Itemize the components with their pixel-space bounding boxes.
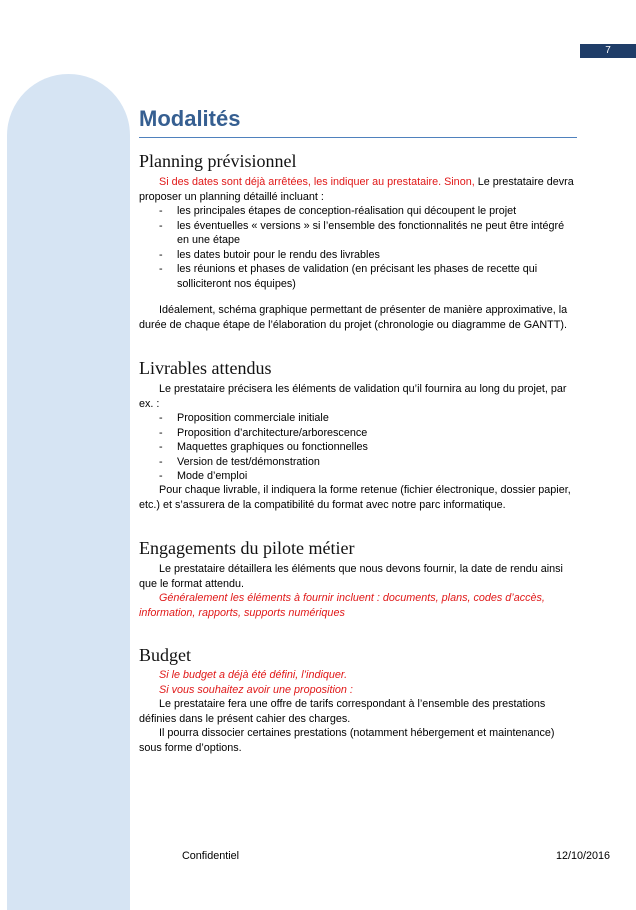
planning-intro-text: Le prestataire devra proposer un planning détaillé incluant : [139, 176, 574, 203]
livrables-intro: Le prestataire précisera les éléments de validation qu’il fournira au long du projet, par ex. : [139, 383, 567, 410]
list-item: - les éventuelles « versions » si l’ensemble des fonctionnalités ne peut être intégré en une étape [139, 219, 579, 248]
list-item: - Proposition d’architecture/arborescence [139, 426, 579, 441]
planning-intro [139, 175, 579, 204]
livrables-outro: Pour chaque livrable, il indiquera la forme retenue (fichier électronique, dossier papier, etc.) et s’assurera de la compatibilité du format avec notre parc informatique. [139, 484, 571, 511]
list-item: - les réunions et phases de validation (en précisant les phases de recette qui solliciteront nos équipes) [139, 262, 579, 291]
planning-outro: Idéalement, schéma graphique permettant de présenter de manière approximative, la durée de chaque étape de l’élaboration du projet (chronologie ou diagramme de GANTT). [139, 304, 568, 331]
planning-list [139, 204, 579, 291]
livrables-list [139, 411, 579, 484]
footer-confidential: Confidentiel [182, 850, 240, 862]
page-title: Modalités [139, 104, 577, 138]
budget-text-1: Le prestataire fera une offre de tarifs correspondant à l’ensemble des prestations définies dans le présent cahier des charges. [139, 698, 546, 725]
section-heading-engagements: Engagements du pilote métier [139, 538, 355, 558]
engagements-text: Le prestataire détaillera les éléments que nous devons fournir, la date de rendu ainsi que le format attendu. [139, 563, 563, 590]
section-heading-livrables: Livrables attendus [139, 358, 272, 378]
page-number: 7 [580, 44, 636, 58]
section-heading-planning: Planning prévisionnel [139, 151, 297, 171]
list-item: - Maquettes graphiques ou fonctionnelles [139, 440, 579, 455]
planning-intro-placeholder: Si des dates sont déjà arrêtées, les indiquer au prestataire. Sinon, [159, 176, 475, 188]
list-item: - les principales étapes de conception-réalisation qui découpent le projet [139, 204, 579, 219]
footer-date: 12/10/2016 [556, 850, 611, 862]
budget-note-2: Si vous souhaitez avoir une proposition : [159, 684, 353, 696]
list-item: - Mode d’emploi [139, 469, 579, 484]
section-heading-budget: Budget [139, 645, 191, 665]
list-item: - Version de test/démonstration [139, 455, 579, 470]
engagements-note: Généralement les éléments à fournir incluent : documents, plans, codes d’accès, information, rapports, supports numériques [139, 592, 545, 619]
list-item: - Proposition commerciale initiale [139, 411, 579, 426]
side-decoration-band [7, 74, 130, 910]
budget-text-2: Il pourra dissocier certaines prestations (notamment hébergement et maintenance) sous forme d’options. [139, 727, 555, 754]
budget-note-1: Si le budget a déjà été défini, l’indiquer. [159, 669, 348, 681]
list-item: - les dates butoir pour le rendu des livrables [139, 248, 579, 263]
